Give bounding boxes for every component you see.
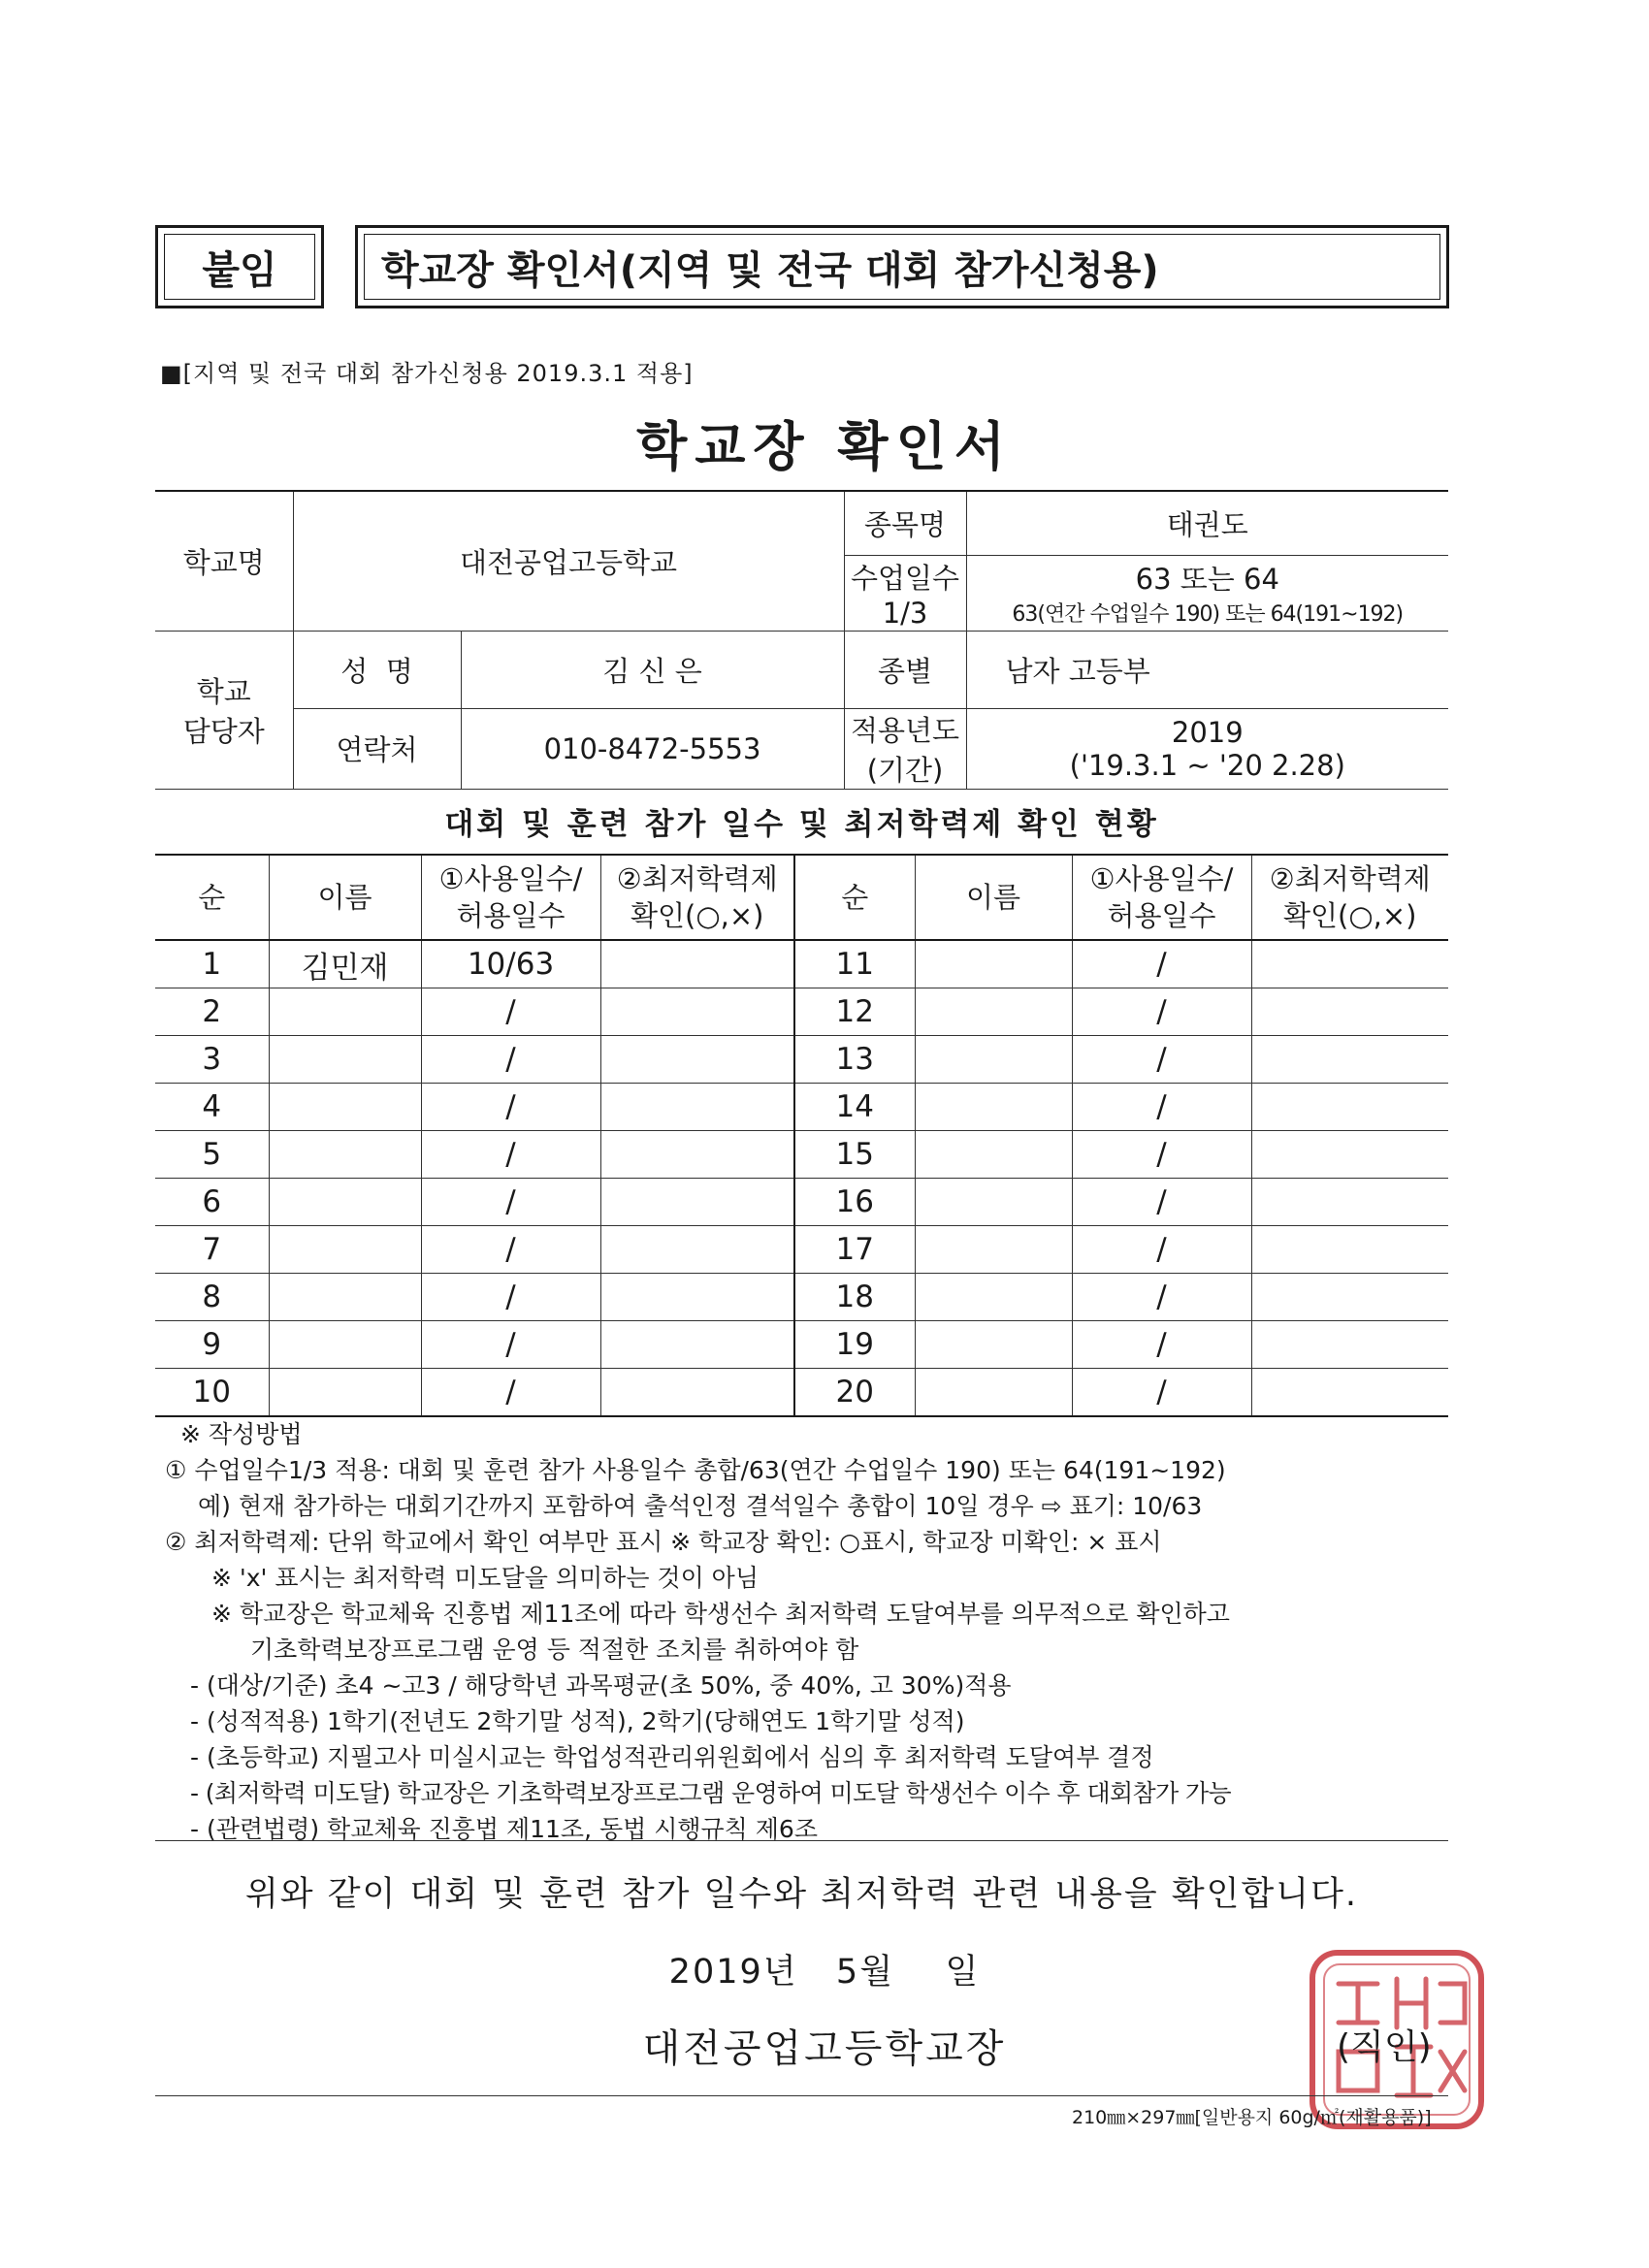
row-no-right: 19	[794, 1321, 915, 1369]
method-line: - (최저학력 미도달) 학교장은 기초학력보장프로그램 운영하여 미도달 학생선수 이수 후 대회참가 가능	[190, 1779, 1232, 1807]
row-days-left: /	[421, 988, 600, 1036]
method-line: 기초학력보장프로그램 운영 등 적절한 조치를 취하여야 함	[250, 1636, 859, 1664]
row-no-left: 7	[155, 1226, 269, 1274]
info-table	[155, 490, 1448, 790]
table-row	[155, 1179, 1448, 1226]
row-name-left	[269, 1179, 421, 1226]
row-check-right	[1251, 1274, 1448, 1321]
method-line: - (대상/기준) 초4 ~고3 / 해당학년 과목평균(초 50%, 중 40%, 고 30%)적용	[190, 1671, 1012, 1700]
roster-table	[155, 854, 1448, 1417]
manager-name: 김 신 은	[461, 631, 844, 708]
row-no-right: 17	[794, 1226, 915, 1274]
col-days-right: ①사용일수/ 허용일수	[1072, 855, 1251, 940]
row-check-left	[600, 1179, 794, 1226]
method-line: ※ 학교장은 학교체육 진흥법 제11조에 따라 학생선수 최저학력 도달여부를 의무적으로 확인하고	[211, 1600, 1230, 1628]
class-days-label: 수업일수 1/3	[844, 555, 966, 631]
row-check-right	[1251, 988, 1448, 1036]
row-name-right	[915, 1131, 1072, 1179]
header-title-box	[355, 225, 1449, 308]
table-row	[155, 1321, 1448, 1369]
col-name-left: 이름	[269, 855, 421, 940]
row-name-right	[915, 1274, 1072, 1321]
row-check-left	[600, 1036, 794, 1084]
method-line: - (관련법령) 학교체육 진흥법 제11조, 동법 시행규칙 제6조	[190, 1815, 818, 1843]
row-days-left: /	[421, 1274, 600, 1321]
row-check-right	[1251, 1321, 1448, 1369]
row-name-right	[915, 1369, 1072, 1417]
row-name-left	[269, 1036, 421, 1084]
col-no-left: 순	[155, 855, 269, 940]
row-days-left: /	[421, 1036, 600, 1084]
school-name-label: 학교명	[155, 491, 293, 631]
method-line: ① 수업일수1/3 적용: 대회 및 훈련 참가 사용일수 총합/63(연간 수업일수 190) 또는 64(191~192)	[165, 1456, 1226, 1484]
row-days-right: /	[1072, 1321, 1251, 1369]
manager-label: 학교 담당자	[155, 631, 293, 789]
contact-value: 010-8472-5553	[461, 708, 844, 789]
row-days-right: /	[1072, 988, 1251, 1036]
row-no-right: 18	[794, 1274, 915, 1321]
row-days-left: /	[421, 1226, 600, 1274]
row-days-left: /	[421, 1084, 600, 1131]
period-value: ('19.3.1 ~ '20 2.28)	[1069, 748, 1345, 782]
row-name-right	[915, 940, 1072, 988]
row-name-left	[269, 1321, 421, 1369]
col-no-right: 순	[794, 855, 915, 940]
attachment-label-box	[155, 225, 324, 308]
table-row	[155, 1131, 1448, 1179]
row-no-left: 9	[155, 1321, 269, 1369]
row-name-right	[915, 1226, 1072, 1274]
method-line: 예) 현재 참가하는 대회기간까지 포함하여 출석인정 결석일수 총합이 10일 경우 ⇨ 표기: 10/63	[198, 1492, 1203, 1520]
row-no-right: 15	[794, 1131, 915, 1179]
col-days-left: ①사용일수/ 허용일수	[421, 855, 600, 940]
row-no-left: 2	[155, 988, 269, 1036]
row-no-left: 1	[155, 940, 269, 988]
year-value: 2019 ('19.3.1 ~ '20 2.28)	[966, 708, 1448, 789]
row-check-left	[600, 1131, 794, 1179]
row-name-right	[915, 1179, 1072, 1226]
row-days-left: /	[421, 1369, 600, 1417]
row-name-right	[915, 1084, 1072, 1131]
row-days-left: 10/63	[421, 940, 600, 988]
school-head-title: 대전공업고등학교장	[642, 2026, 1007, 2071]
row-days-right: /	[1072, 1274, 1251, 1321]
seal-label: (직인)	[1337, 2027, 1432, 2067]
table-row	[155, 1369, 1448, 1417]
row-days-left: /	[421, 1131, 600, 1179]
row-no-left: 8	[155, 1274, 269, 1321]
category-value: 남자 고등부	[966, 631, 1448, 708]
row-name-right	[915, 1036, 1072, 1084]
row-name-left	[269, 988, 421, 1036]
method-heading: ※ 작성방법	[180, 1420, 303, 1448]
class-days-value: 63 또는 64 63(연간 수업일수 190) 또는 64(191~192)	[966, 555, 1448, 631]
row-check-right	[1251, 1179, 1448, 1226]
row-check-right	[1251, 940, 1448, 988]
row-name-left: 김민재	[269, 940, 421, 988]
class-days-note: 63(연간 수업일수 190) 또는 64(191~192)	[1012, 602, 1404, 627]
event-label: 종목명	[844, 491, 966, 555]
row-name-left	[269, 1226, 421, 1274]
row-no-left: 10	[155, 1369, 269, 1417]
document-date: 2019년 5월 일	[668, 1953, 981, 1992]
row-check-left	[600, 940, 794, 988]
row-name-left	[269, 1274, 421, 1321]
col-name-right: 이름	[915, 855, 1072, 940]
divider	[155, 1840, 1448, 1841]
row-check-left	[600, 1321, 794, 1369]
row-check-right	[1251, 1131, 1448, 1179]
row-days-right: /	[1072, 940, 1251, 988]
row-check-right	[1251, 1036, 1448, 1084]
col-check-left: ②최저학력제 확인(○,×)	[600, 855, 794, 940]
row-no-right: 13	[794, 1036, 915, 1084]
row-no-right: 14	[794, 1084, 915, 1131]
roster-section-title: 대회 및 훈련 참가 일수 및 최저학력제 확인 현황	[444, 807, 1159, 842]
row-days-left: /	[421, 1179, 600, 1226]
confirmation-statement: 위와 같이 대회 및 훈련 참가 일수와 최저학력 관련 내용을 확인합니다.	[244, 1875, 1359, 1914]
writing-method	[165, 1416, 1465, 1847]
row-name-right	[915, 1321, 1072, 1369]
row-name-left	[269, 1131, 421, 1179]
table-row	[155, 1226, 1448, 1274]
header-title: 학교장 확인서(지역 및 전국 대회 참가신청용)	[381, 247, 1159, 293]
col-check-right: ②최저학력제 확인(○,×)	[1251, 855, 1448, 940]
row-no-left: 5	[155, 1131, 269, 1179]
method-line: ② 최저학력제: 단위 학교에서 확인 여부만 표시 ※ 학교장 확인: ○표시, 학교장 미확인: × 표시	[165, 1528, 1162, 1556]
event-value: 태권도	[966, 491, 1448, 555]
attachment-label: 붙임	[202, 247, 277, 293]
name-label: 성 명	[293, 631, 461, 708]
row-no-right: 12	[794, 988, 915, 1036]
row-days-right: /	[1072, 1036, 1251, 1084]
table-row	[155, 1036, 1448, 1084]
row-check-left	[600, 1084, 794, 1131]
row-days-right: /	[1072, 1369, 1251, 1417]
row-check-left	[600, 988, 794, 1036]
table-row	[155, 940, 1448, 988]
row-days-left: /	[421, 1321, 600, 1369]
row-no-right: 16	[794, 1179, 915, 1226]
method-line: - (초등학교) 지필고사 미실시교는 학업성적관리위원회에서 심의 후 최저학력 도달여부 결정	[190, 1743, 1154, 1771]
row-days-right: /	[1072, 1131, 1251, 1179]
table-row	[155, 1084, 1448, 1131]
divider	[155, 2095, 1448, 2096]
row-check-right	[1251, 1369, 1448, 1417]
page-title: 학교장 확인서	[636, 416, 1013, 477]
row-check-left	[600, 1226, 794, 1274]
applicability-notice: ■[지역 및 전국 대회 참가신청용 2019.3.1 적용]	[160, 360, 694, 387]
row-name-right	[915, 988, 1072, 1036]
table-row	[155, 1274, 1448, 1321]
school-name: 대전공업고등학교	[293, 491, 844, 631]
method-line: - (성적적용) 1학기(전년도 2학기말 성적), 2학기(당해연도 1학기말 성적)	[190, 1707, 965, 1735]
row-check-left	[600, 1369, 794, 1417]
row-no-right: 11	[794, 940, 915, 988]
row-check-right	[1251, 1084, 1448, 1131]
row-days-right: /	[1072, 1226, 1251, 1274]
row-no-left: 4	[155, 1084, 269, 1131]
row-check-left	[600, 1274, 794, 1321]
row-no-right: 20	[794, 1369, 915, 1417]
row-name-left	[269, 1369, 421, 1417]
method-line: ※ 'x' 표시는 최저학력 미도달을 의미하는 것이 아님	[211, 1564, 759, 1592]
row-no-left: 3	[155, 1036, 269, 1084]
row-days-right: /	[1072, 1179, 1251, 1226]
year-label: 적용년도 (기간)	[844, 708, 966, 789]
row-days-right: /	[1072, 1084, 1251, 1131]
table-row	[155, 988, 1448, 1036]
contact-label: 연락처	[293, 708, 461, 789]
row-no-left: 6	[155, 1179, 269, 1226]
row-name-left	[269, 1084, 421, 1131]
paper-spec: 210㎜×297㎜[일반용지 60g/㎡(재활용품)]	[1072, 2107, 1432, 2128]
category-label: 종별	[844, 631, 966, 708]
row-check-right	[1251, 1226, 1448, 1274]
